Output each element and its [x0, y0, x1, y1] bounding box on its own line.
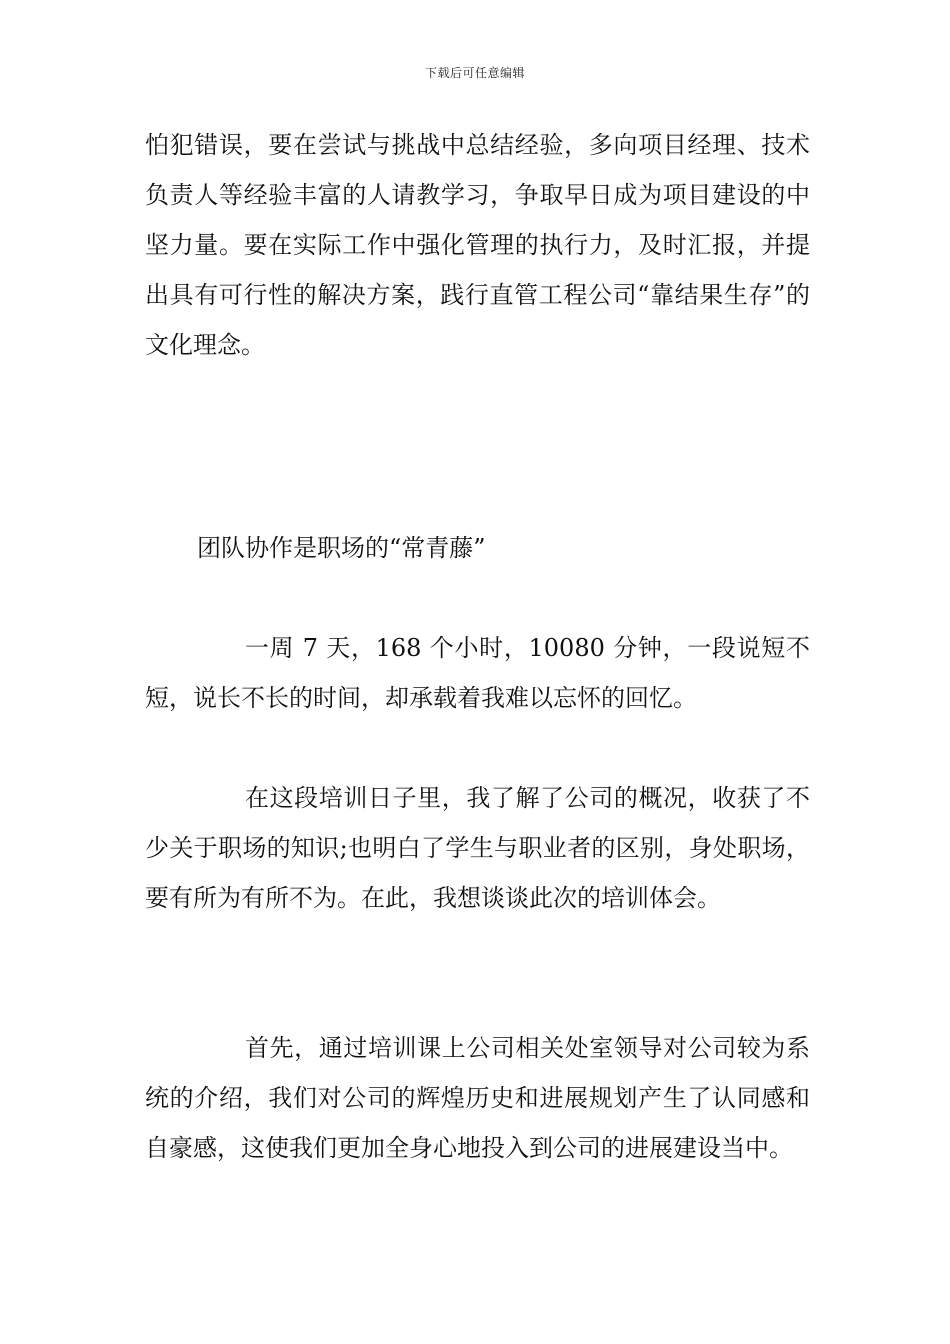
paragraph-training-days: 在这段培训日子里，我了解了公司的概况，收获了不少关于职场的知识;也明白了学生与职业者的区别，身处职场，要有所为有所不为。在此，我想谈谈此次的培训体会。: [145, 784, 810, 912]
paragraph-continuation: 怕犯错误，要在尝试与挑战中总结经验，多向项目经理、技术负责人等经验丰富的人请教学习，争取早日成为项目建设的中坚力量。要在实际工作中强化管理的执行力，及时汇报，并提出具有可行性的解决方案，践行直管工程公司“靠结果生存”的文化理念。: [145, 131, 810, 359]
page-header: 下载后可任意编辑: [424, 66, 525, 80]
paragraph-company-introduction: 首先，通过培训课上公司相关处室领导对公司较为系统的介绍，我们对公司的辉煌历史和进展规划产生了认同感和自豪感，这使我们更加全身心地投入到公司的进展建设当中。: [145, 1034, 810, 1162]
section-title: 团队协作是职场的“常青藤”: [197, 534, 486, 562]
paragraph-week-summary: 一周 7 天，168 个小时，10080 分钟，一段说短不短，说长不长的时间，却承载着我难以忘怀的回忆。: [145, 634, 810, 712]
